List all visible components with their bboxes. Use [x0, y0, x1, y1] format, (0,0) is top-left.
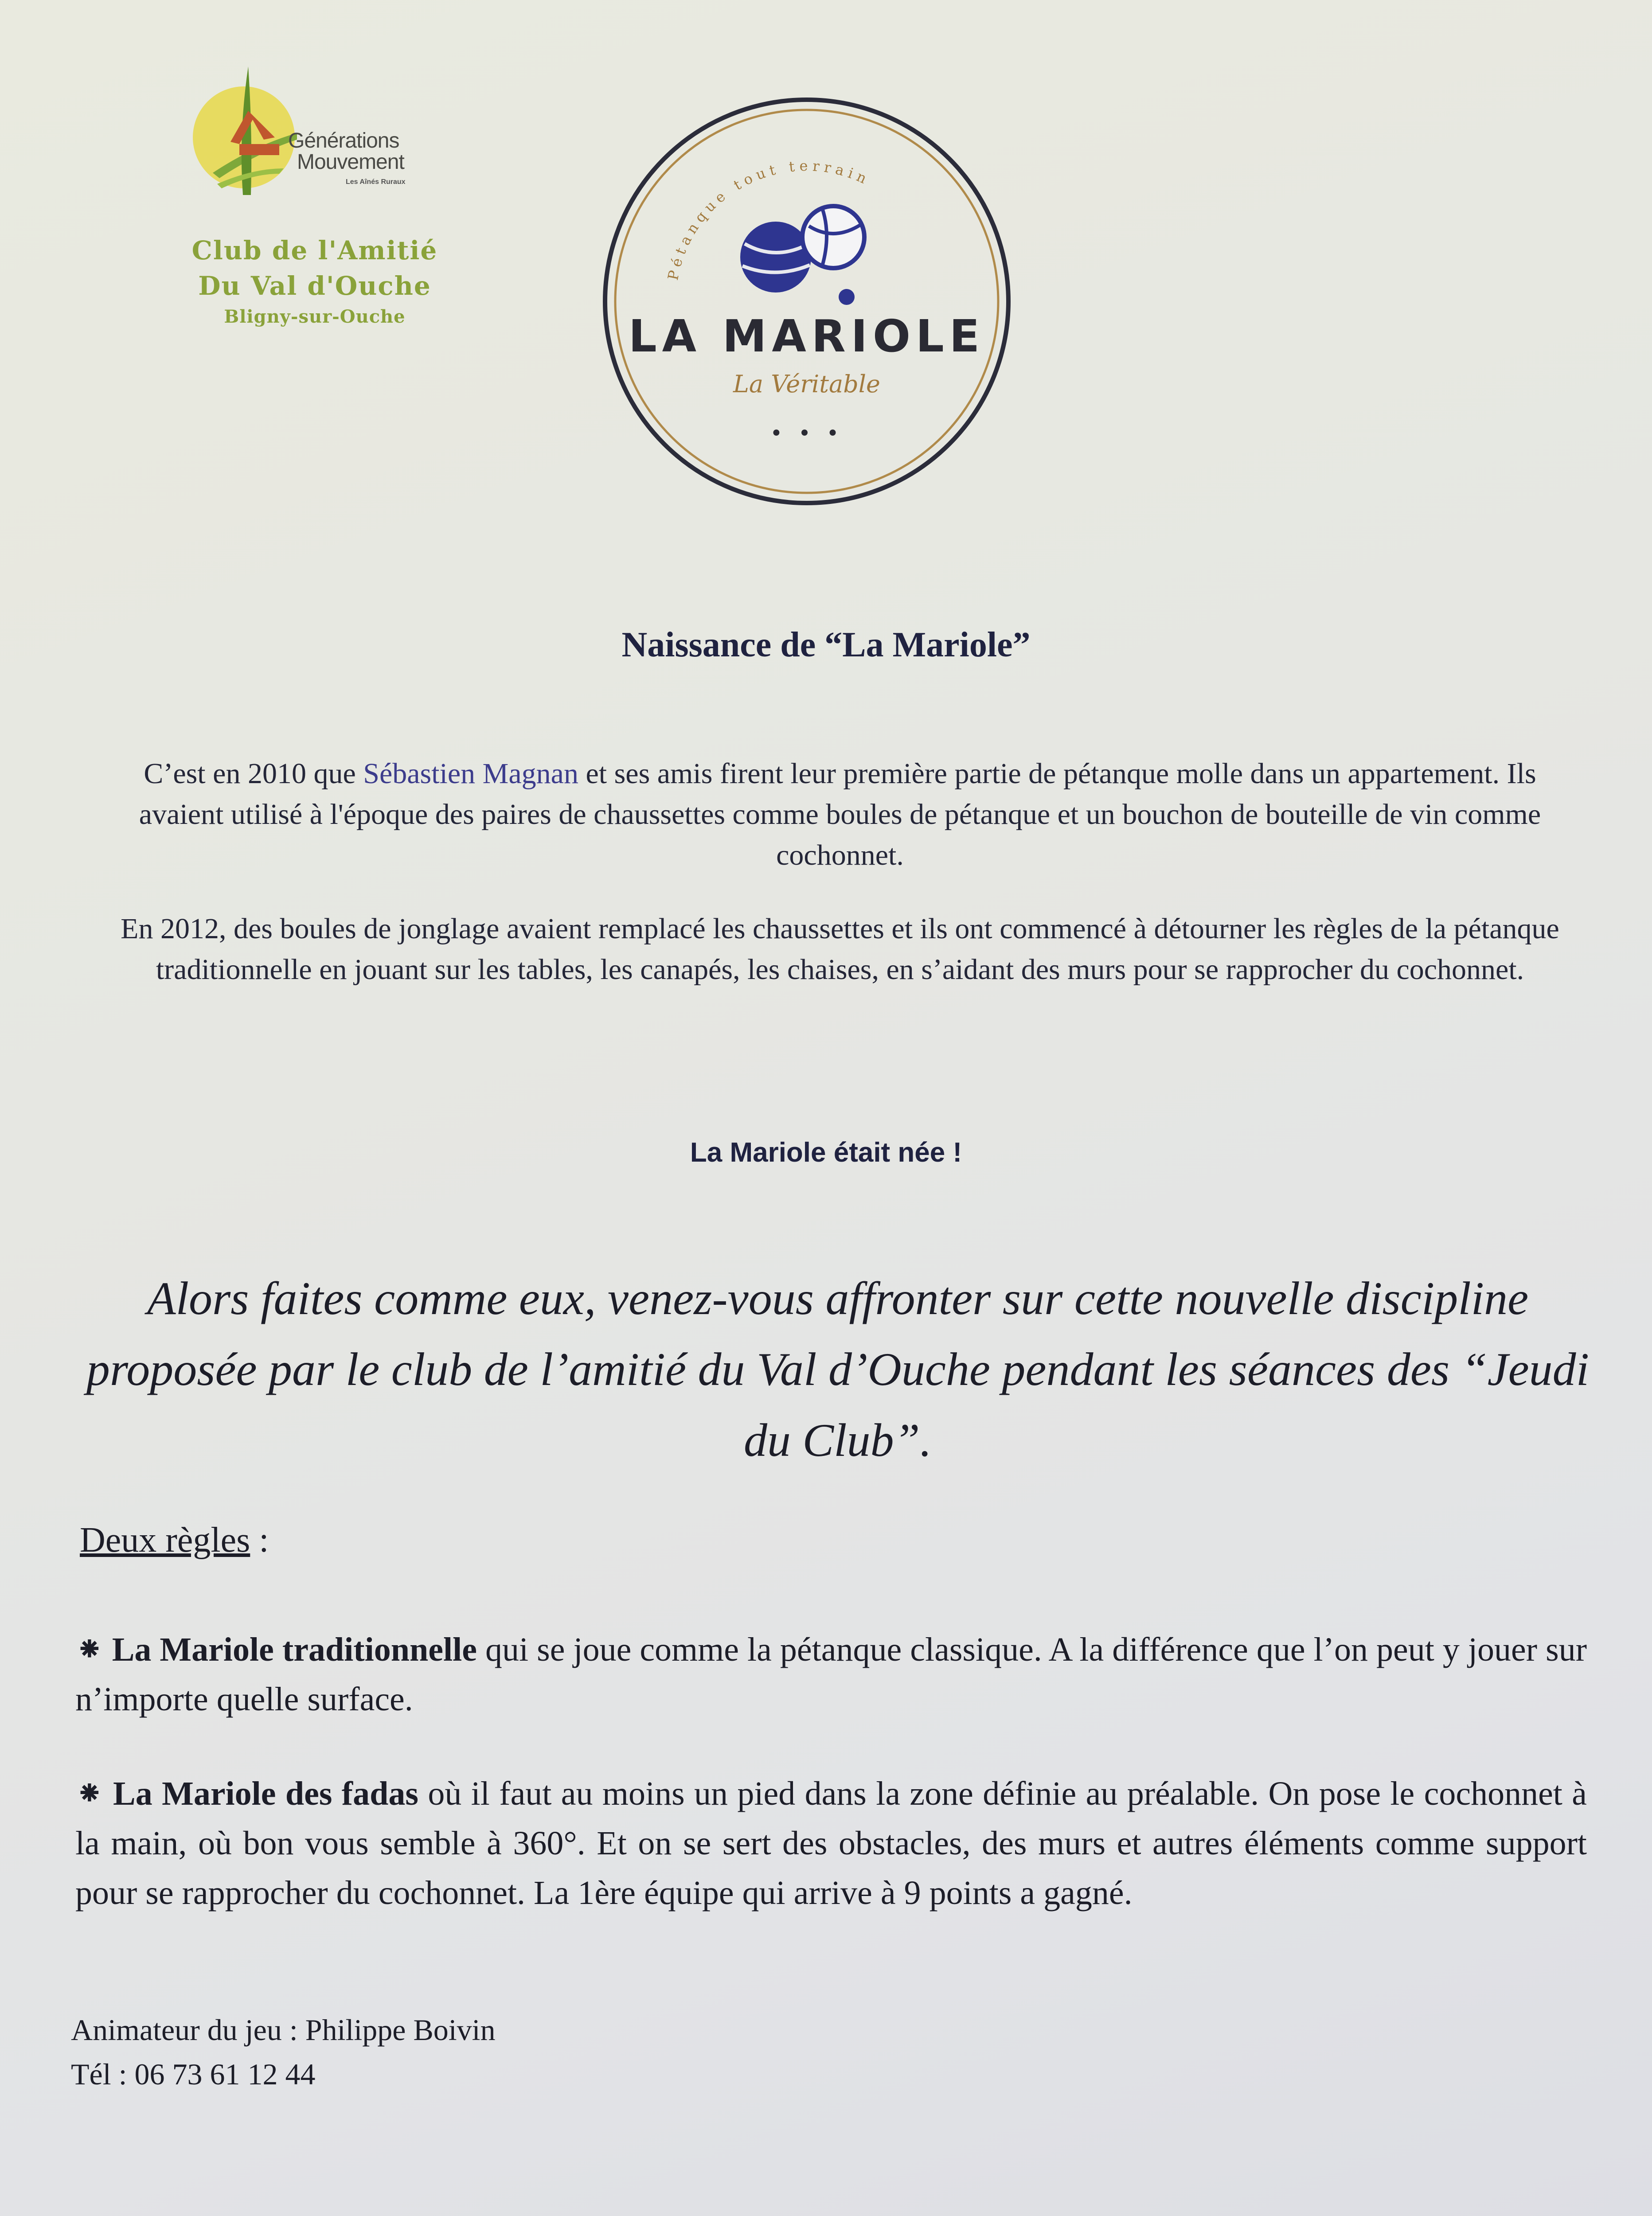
mariole-stars: • • • — [770, 421, 844, 446]
phone-line: Tél : 06 73 61 12 44 — [71, 2057, 316, 2091]
club-line-2: Du Val d'Ouche — [198, 271, 431, 301]
slogan: Alors faites comme eux, venez-vous affronter sur cette nouvelle discipline proposée par le club de l’amitié du Val d’Ouche pendant les séances des “Jeudi du Club”. — [86, 1272, 1590, 1466]
paragraph-origin-start: C’est en 2010 que — [144, 757, 363, 790]
club-line-1: Club de l'Amitié — [191, 235, 438, 265]
asterisk-bullet-icon: ⁕ — [75, 1629, 104, 1669]
petanque-balls-icon — [740, 206, 864, 305]
contact-block — [71, 2008, 496, 2096]
rule-text: qui se joue comme la pétanque classique. A la différence que l’on peut y jouer sur n’importe quelle surface. — [75, 1631, 1587, 1718]
mariole-logo-name: LA MARIOLE — [628, 310, 985, 362]
rule-name: La Mariole des fadas — [113, 1775, 418, 1812]
arc-text: Pétanque tout terrain — [664, 157, 874, 282]
aines-ruraux-text: Les Aînés Ruraux — [346, 178, 406, 186]
paragraph-origin — [102, 753, 1578, 876]
mouvement-text: Mouvement — [297, 150, 404, 174]
page-title: Naissance de “La Mariole” — [621, 625, 1031, 664]
rules-heading — [80, 1520, 269, 1561]
generations-mouvement-logo — [186, 62, 452, 213]
paragraph-evolution: En 2012, des boules de jonglage avaient remplacé les chaussettes et ils ont commencé à détourner les règles de la pétanque traditionnelle en jouant sur les tables, les canapés, les chaises, en s’aidant des murs pour se rapprocher du cochonnet. — [121, 913, 1559, 986]
rule-text: où il faut au moins un pied dans la zone définie au préalable. On pose le cochonnet à la main, où bon vous semble à 360°. Et on se sert des obstacles, des murs et autres éléments comme support pour se rapprocher du cochonnet. La 1ère équipe qui arrive à 9 points a gagné. — [75, 1775, 1587, 1912]
rule-item-fadas — [75, 1768, 1587, 1918]
mariole-logo-tagline: La Véritable — [733, 370, 880, 398]
rule-item-traditional — [75, 1624, 1587, 1724]
paragraph-origin-end: et ses amis firent leur première partie de pétanque molle dans un appartement. Ils avaient utilisé à l'époque des paires de chaussettes comme boules de pétanque et un bouchon de bouteille de vin comme cochonnet. — [139, 757, 1541, 871]
rules-heading-colon: : — [250, 1521, 269, 1560]
founder-name: Sébastien Magnan — [363, 757, 578, 790]
la-mariole-logo — [601, 93, 1013, 510]
club-line-3: Bligny-sur-Ouche — [224, 306, 406, 327]
rule-name: La Mariole traditionnelle — [112, 1631, 477, 1668]
club-name-block — [186, 233, 443, 330]
generations-text: Générations — [288, 129, 399, 152]
rules-heading-text: Deux règles — [80, 1521, 250, 1560]
animator-line: Animateur du jeu : Philippe Boivin — [71, 2013, 496, 2047]
born-statement: La Mariole était née ! — [690, 1137, 962, 1168]
asterisk-bullet-icon: ⁕ — [75, 1773, 104, 1813]
mariole-emblem-icon — [601, 93, 1013, 510]
